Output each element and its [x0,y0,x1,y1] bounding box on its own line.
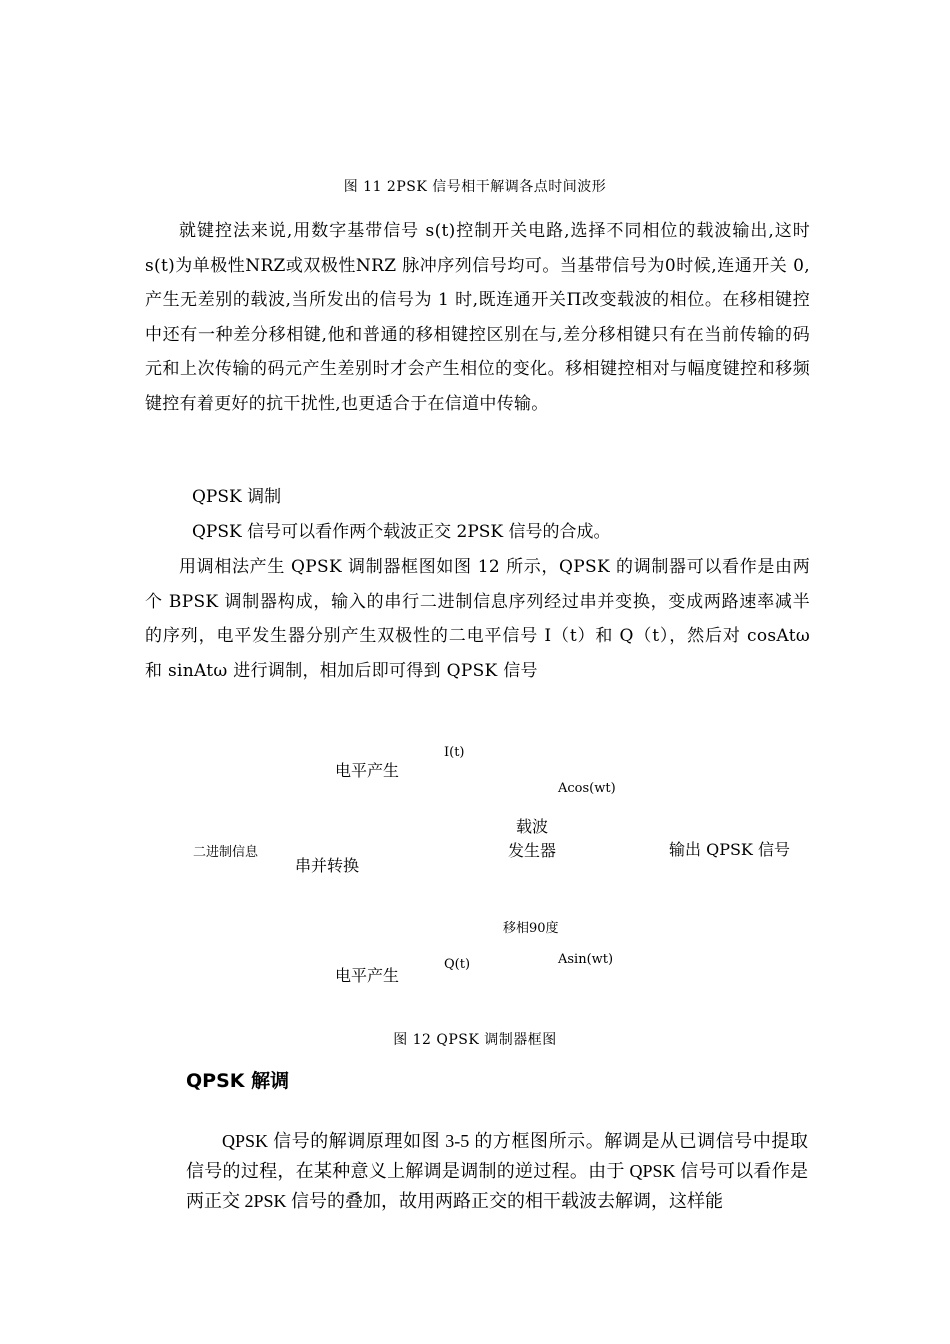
qpsk-demodulation-heading: QPSK 解调 [186,1070,290,1092]
asin-label: Asin(wt) [558,952,614,967]
demodulation-paragraph: QPSK 信号的解调原理如图 3-5 的方框图所示。解调是从已调信号中提取信号的过程，在某种意义上解调是调制的逆过程。由于 QPSK 信号可以看作是两正交 2PSK 信号的叠加，故用两路正交的相干载波去解调，这样能 [186,1131,808,1211]
binary-info-label: 二进制信息 [193,845,259,860]
figure-11-caption: 图 11 2PSK 信号相干解调各点时间波形 [343,179,607,195]
phase-shift-label: 移相90度 [503,921,559,936]
serial-parallel-label: 串并转换 [295,856,360,875]
q-t-label: Q(t) [444,957,471,972]
keying-paragraph: 就键控法来说,用数字基带信号 s(t)控制开关电路,选择不同相位的载波输出,这时 s(t)为单极性NRZ或双极性NRZ 脉冲序列信号均可。当基带信号为0时候,连通开关 0,产生无差别的载波,当所发出的信号为 1 时,既连通开关Π改变载波的相位。在移相键控中还有一种差分移相键,他和普通的移相键控区别在与,差分移相键只有在当前传输的码元和上次传输的码元产生差别时才会产生相位的变化。移相键控相对与幅度键控和移频键控有着更好的抗干扰性,也更适合于在信道中传输。 [145,221,810,414]
acos-label: Acos(wt) [558,781,616,796]
i-t-label: I(t) [444,745,465,760]
level-generator-top-label: 电平产生 [335,761,400,780]
figure-12-caption: 图 12 QPSK 调制器框图 [393,1032,557,1048]
output-qpsk-label: 输出 QPSK 信号 [669,840,790,859]
carrier-label-line2: 发生器 [508,841,557,860]
qpsk-modulation-summary: QPSK 信号可以看作两个载波正交 2PSK 信号的合成。 [192,522,611,542]
qpsk-modulation-title: QPSK 调制 [192,487,282,507]
level-generator-bottom-label: 电平产生 [335,966,400,985]
carrier-label-line1: 载波 [516,817,549,836]
modulation-paragraph: 用调相法产生 QPSK 调制器框图如图 12 所示，QPSK 的调制器可以看作是由两个 BPSK 调制器构成，输入的串行二进制信息序列经过串并变换，变成两路速率减半的序列，电平发生器分别产生双极性的二电平信号 I（t）和 Q（t），然后对 cosAtω 和 sinAtω 进行调制，相加后即可得到 QPSK 信号 [145,557,810,681]
